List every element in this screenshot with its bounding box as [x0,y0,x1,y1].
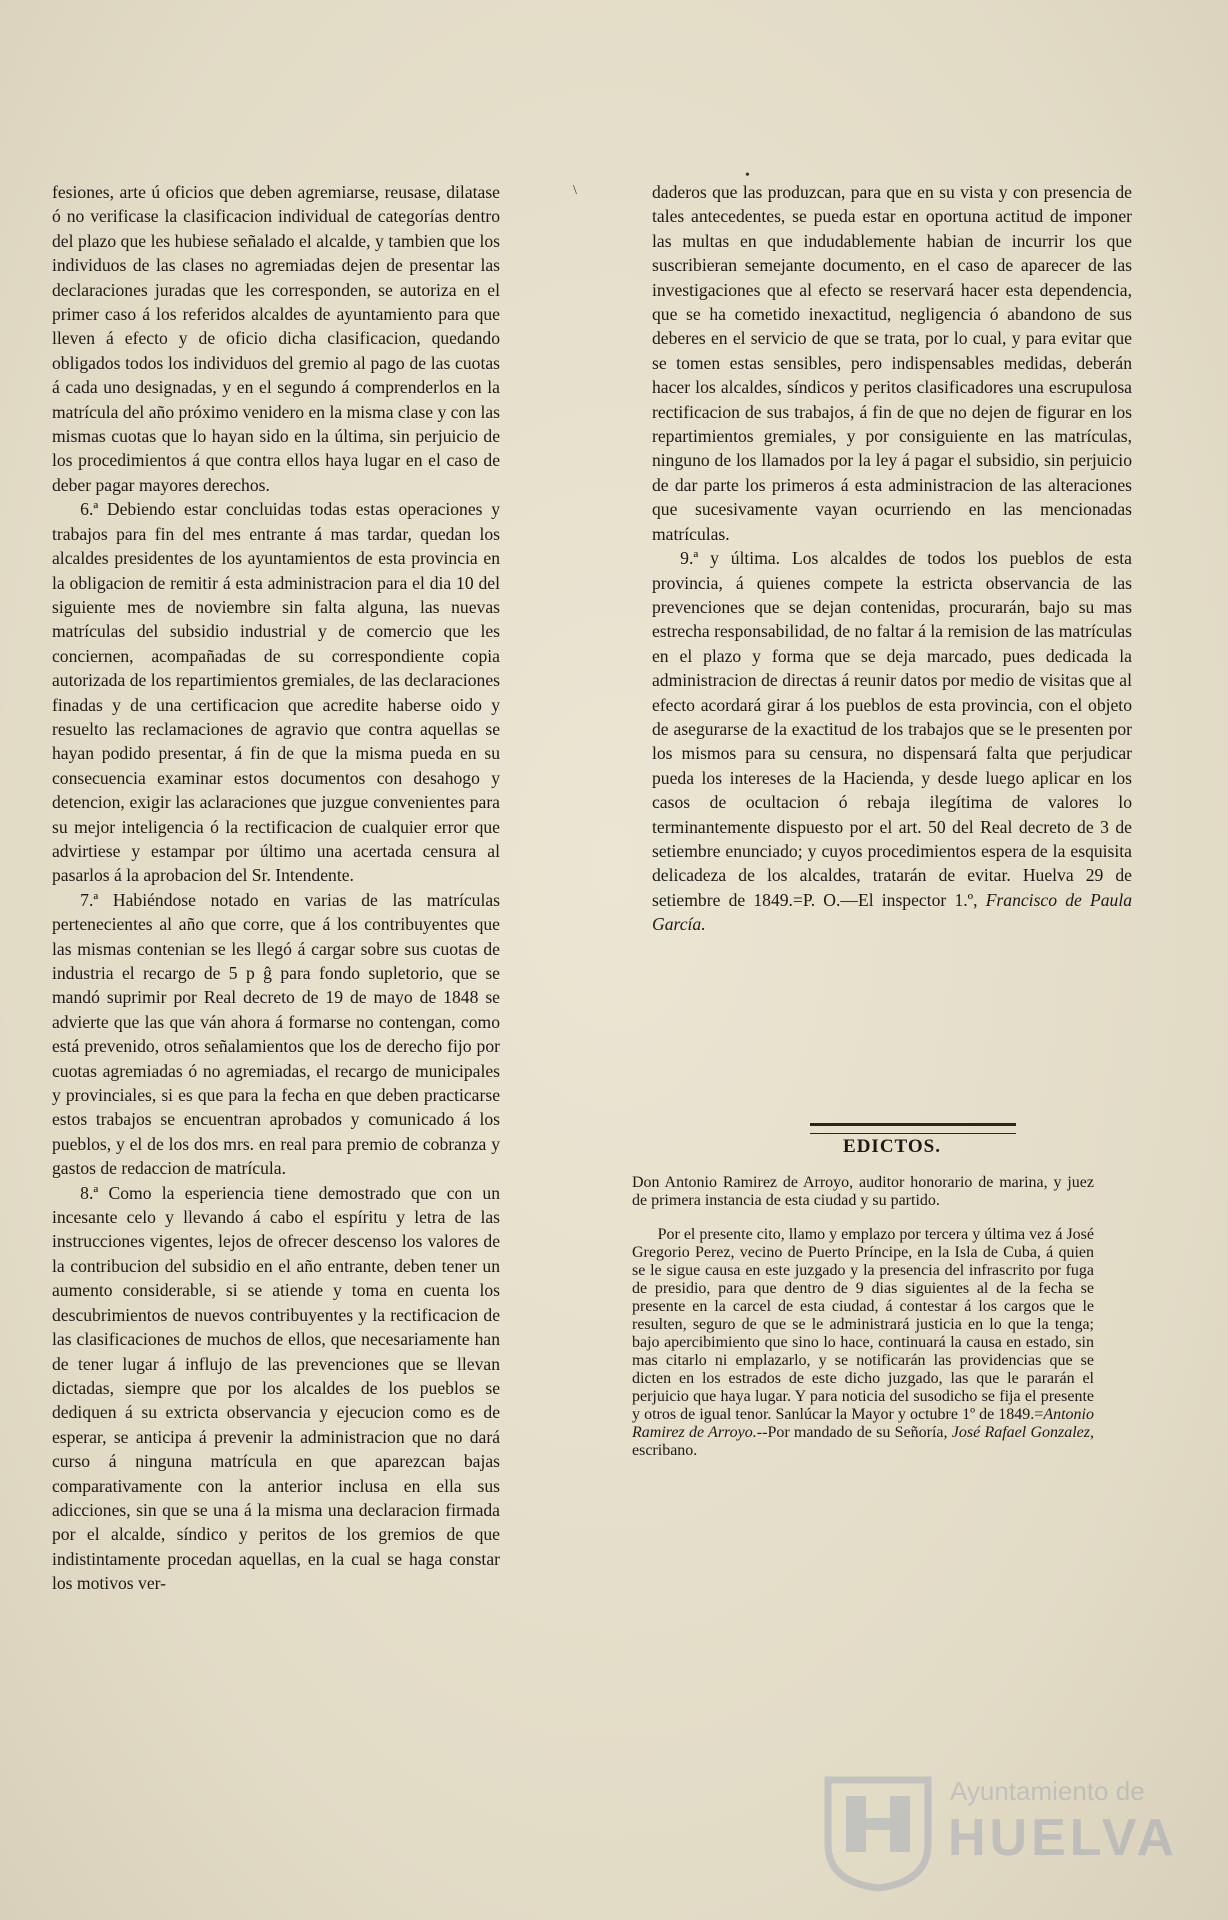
paragraph-rule-7: 7.ª Habiéndose notado en varias de las matrículas pertenecientes al año que corre, que á los contribuyentes que las mismas contenian se les llegó á cargar sobre sus cuotas de industria el recargo de 5 p ĝ para fondo supletorio, que se mandó suprimir por Real decreto de 19 de mayo de 1848 se advierte que las que ván ahora á formarse no contengan, como está prevenido, otros señalamientos que los de derecho fijo por cuotas agremiadas ó no agremiadas, el recargo de municipales y provinciales, si es que para la fecha en que deben practicarse estos trabajos se encuentran aprobados y comunicado á los pueblos, y el de los dos mrs. en real para premio de cobranza y gastos de redaccion de matrícula. [52,889,500,1179]
column-mark: \ [573,183,577,198]
watermark-line2: HUELVA [948,1809,1179,1867]
judge-signature: Antonio Ramirez de Arroyo. [632,1406,1094,1441]
paragraph-continuation-right: daderos que las produzcan, para que en su vista y con presencia de tales antecedentes, se pueda estar en oportuna actitud de imponer las multas en que indudablemente habian de incurrir los que suscribieran semejante documento, en el caso de aparecer de las investigaciones que al efecto se reservará hacer esta dependencia, que se ha cometido inexactitud, negligencia ó abandono de sus deberes en el servicio de que se trata, por lo cual, y para evitar que se tomen estas sensibles, pero indispensables medidas, deberán hacer los alcaldes, síndicos y peritos clasificadores una escrupulosa rectificacion de sus trabajos, á fin de que no dejen de figurar en los repartimientos gremiales, y por consiguiente en las matrículas, ninguno de los llamados por la ley á pagar el subsidio, sin perjuicio de dar parte los primeros á esta administracion de las alteraciones que sucesivamente vayan ocurriendo en las mencionadas matrículas. [652,182,1132,544]
shield-icon [822,1774,934,1892]
paragraph-rule-9 [652,546,1132,937]
edicto-body [632,1158,1094,1476]
watermark-line1: Ayuntamiento de [950,1776,1145,1806]
rule-9-text: 9.ª y última. Los alcaldes de todos los pueblos de esta provincia, á quienes compete la estricta observancia de las prevenciones que se dejan contenidas, procurarán, bajo su mas estrecha responsabilidad, de no faltar á la remision de las matrículas en el plazo y forma que se deja marcado, pues dedicada la administracion de directas á reunir datos por medio de visitas que al efecto acordará girar á los pueblos de esta provincia, con el objeto de asegurarse de la exactitud de los trabajos que se le presenten por los mismos para su censura, no dispensará falta que perjudicar pueda los intereses de la Hacienda, y desde luego aplicar en los casos de ocultacion ó rebaja ilegítima de valores lo terminantemente dispuesto por el art. 50 del Real decreto de 3 de setiembre enunciado; y cuyos procedimientos espera de la esquisita delicadeza de los alcaldes, tratarán de evitar. Huelva 29 de setiembre de 1849.=P. O.—El inspector 1.º, [652,548,1132,910]
page-mark: • [745,168,750,183]
archive-watermark [822,1774,1179,1894]
clerk-signature: José Rafael Gonzalez, [951,1424,1095,1441]
clerk-title: escribano. [632,1442,698,1459]
edictos-heading: EDICTOS. [843,1136,941,1157]
edicto-citation-text: Por el presente cito, llamo y emplazo por tercera y última vez á José Gregorio Perez, vecino de Puerto Príncipe, en la Isla de Cuba, á quien se le sigue causa en este juzgado y la presencia del infrascrito por fuga de presidio, para que dentro de 9 dias siguientes al de la fecha se presente en la carcel de esta ciudad, á contestar á los cargos que le resulten, seguro de que se le administrará justicia en lo que la tenga; bajo apercibimiento que sino lo hace, continuará la causa en estado, sin mas citarlo ni emplazarlo, y se notificarán las providencias que se dicten en los estrados de este dicho juzgado, las que le pararán el perjuicio que haya lugar. Y para noticia del susodicho se fija el presente y otros de igual tenor. Sanlúcar la Mayor y octubre 1º de 1849.= [632,1226,1094,1423]
paragraph-continuation: fesiones, arte ú oficios que deben agremiarse, reusase, dilatase ó no verificase la clasificacion individual de categorías dentro del plazo que les hubiese señalado el alcalde, y tambien que los individuos de las clases no agremiadas dejen de presentar las declaraciones juradas que les corresponden, se autoriza en el primer caso á los referidos alcaldes de ayuntamiento para que lleven á efecto y de oficio dicha clasificacion, quedando obligados todos los individuos del gremio al pago de las cuotas á cada uno designadas, y en el segundo á comprenderlos en la matrícula del año próximo venidero en la misma clase y con las mismas cuotas que lo hayan sido en la última, sin perjuicio de los procedimientos á que contra ellos haya lugar en el caso de deber pagar mayores derechos. [52,182,501,495]
right-column [652,180,1132,937]
edicto-intro: Don Antonio Ramirez de Arroyo, auditor honorario de marina, y juez de primera instancia de esta ciudad y su partido. [632,1174,1094,1209]
section-divider [810,1123,1016,1134]
paragraph-rule-6: 6.ª Debiendo estar concluidas todas estas operaciones y trabajos para fin del mes entrante á mas tardar, quedan los alcaldes presidentes de los ayuntamientos de esta provincia en la obligacion de remitir á esta administracion para el dia 10 del siguiente mes de noviembre sin falta alguna, las nuevas matrículas del subsidio industrial y de comercio que les conciernen, acompañadas de su correspondiente copia autorizada de los repartimientos gremiales, de las declaraciones finadas y de una certificacion que acredite haberse oido y resuelto las reclamaciones de agravio que contra aquellas se hayan podido presentar, á fin de que la misma pueda en su consecuencia examinar estos documentos con desahogo y detencion, exigir las aclaraciones que juzgue convenientes para su mejor inteligencia ó la rectificacion de cualquier error que advirtiese y estampar por último una acertada censura al pasarlos á la aprobacion del Sr. Intendente. [52,499,500,886]
paragraph-rule-8: 8.ª Como la esperiencia tiene demostrado que con un incesante celo y llevando á cabo el espíritu y letra de las instrucciones vigentes, lejos de ofrecer descenso los valores de la contribucion del subsidio en el año entrante, deben tener un aumento considerable, si se atiende y toma en cuenta los descubrimientos de nuevos contribuyentes y la rectificacion de las clasificaciones de muchos de ellos, que necesariamente han de tener lugar á influjo de las prevenciones que se llevan dictadas, siempre que por los alcaldes de los pueblos se dediquen á su extricta observancia y ejecucion como es de esperar, se anticipa á prevenir la administracion que no dará curso á ninguna matrícula en que aparezcan bajas comparativamente con la anterior inclusa en ella sus adicciones, sin que se una á la misma una declaracion firmada por el alcalde, síndico y peritos de los gremios de que indistintamente procedan aquellas, en la cual se haga constar los motivos ver- [52,1182,500,1594]
edicto-citation [632,1226,1094,1460]
inspector-signature: Francisco de Paula García. [652,889,1133,935]
mandate-text: --Por mandado de su Señoría, [756,1424,948,1441]
left-column [52,180,500,1596]
